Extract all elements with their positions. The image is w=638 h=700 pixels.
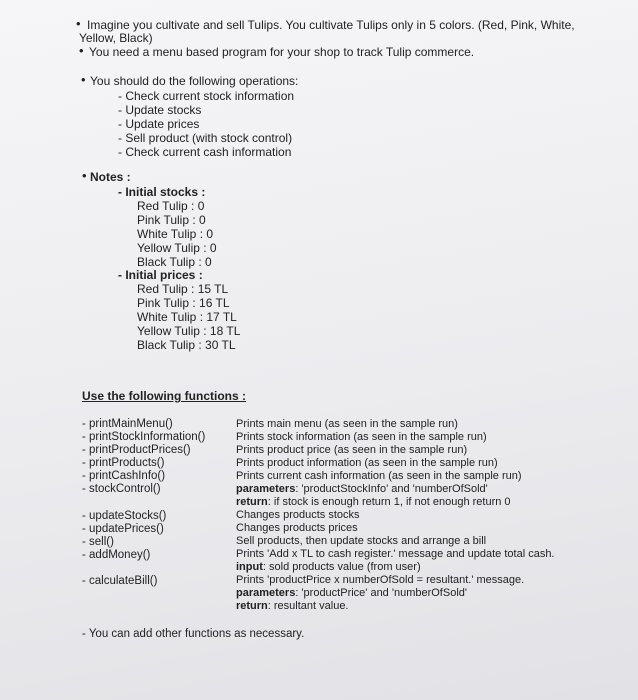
function-description: Sell products, then update stocks and arrange a bill: [236, 535, 487, 547]
bullet-icon: •: [79, 43, 84, 58]
function-description: Prints product price (as seen in the sample run): [236, 444, 468, 456]
function-name: - sell(): [82, 536, 114, 548]
function-name: - stockControl(): [82, 483, 161, 495]
function-name: - printCashInfo(): [82, 470, 166, 482]
function-description-params: [236, 483, 488, 496]
operation-item: - Check current stock information: [118, 89, 295, 103]
params-text: : 'productStockInfo' and 'numberOfSold': [295, 483, 488, 495]
input-text: : sold products value (from user): [262, 561, 421, 573]
initial-prices-heading: - Initial prices :: [118, 268, 203, 282]
function-description: Prints stock information (as seen in the sample run): [236, 431, 487, 443]
operation-item: - Update prices: [118, 117, 200, 131]
functions-heading: Use the following functions :: [82, 389, 246, 403]
return-text: : resultant value.: [267, 600, 349, 612]
function-name: - printStockInformation(): [82, 431, 206, 443]
bullet-icon: •: [82, 168, 87, 183]
operations-heading: You should do the following operations:: [90, 74, 299, 88]
function-description: Changes products stocks: [236, 509, 360, 521]
footer-note: - You can add other functions as necessary.: [82, 628, 305, 640]
function-name: - printProducts(): [82, 457, 165, 469]
intro-line-3: You need a menu based program for your shop to track Tulip commerce.: [89, 45, 475, 59]
price-item: White Tulip : 17 TL: [137, 310, 237, 324]
params-label: parameters: [236, 483, 296, 495]
function-description-return: [236, 600, 349, 613]
price-item: Pink Tulip : 16 TL: [137, 296, 230, 310]
operation-item: - Check current cash information: [118, 145, 292, 159]
params-text: : 'productPrice' and 'numberOfSold': [295, 587, 467, 599]
return-label: return: [236, 600, 268, 612]
function-description: Prints main menu (as seen in the sample run): [236, 418, 458, 430]
function-name: - updateStocks(): [82, 510, 167, 522]
function-name: - updatePrices(): [82, 523, 164, 535]
stock-item: Yellow Tulip : 0: [137, 241, 217, 255]
function-description-params: [236, 587, 467, 600]
return-text: : if stock is enough return 1, if not enough return 0: [267, 496, 511, 508]
stock-item: Black Tulip : 0: [137, 255, 212, 269]
function-description-return: [236, 496, 511, 509]
params-label: parameters: [236, 587, 296, 599]
notes-heading: Notes :: [90, 170, 131, 184]
price-item: Red Tulip : 15 TL: [137, 282, 229, 296]
function-description: Changes products prices: [236, 522, 358, 534]
bullet-icon: •: [76, 16, 81, 31]
intro-line-1: Imagine you cultivate and sell Tulips. You cultivate Tulips only in 5 colors. (Red, Pink, White,: [87, 18, 575, 32]
stock-item: Pink Tulip : 0: [137, 213, 206, 227]
price-item: Black Tulip : 30 TL: [137, 338, 236, 352]
stock-item: Red Tulip : 0: [137, 199, 205, 213]
stock-item: White Tulip : 0: [137, 227, 214, 241]
function-description: Prints 'productPrice x numberOfSold = resultant.' message.: [236, 574, 525, 586]
function-description: Prints current cash information (as seen in the sample run): [236, 470, 522, 482]
intro-line-2: Yellow, Black): [79, 31, 153, 45]
function-name: - addMoney(): [82, 549, 151, 561]
return-label: return: [236, 496, 268, 508]
function-name: - printProductPrices(): [82, 444, 191, 456]
bullet-icon: •: [81, 72, 86, 87]
function-description: Prints 'Add x TL to cash register.' message and update total cash.: [236, 548, 555, 560]
initial-stocks-heading: - Initial stocks :: [118, 185, 206, 199]
function-name: - printMainMenu(): [82, 418, 173, 430]
price-item: Yellow Tulip : 18 TL: [137, 324, 241, 338]
function-description: Prints product information (as seen in the sample run): [236, 457, 498, 469]
operation-item: - Sell product (with stock control): [118, 131, 293, 145]
input-label: input: [236, 561, 263, 573]
function-description-input: [236, 561, 421, 574]
operation-item: - Update stocks: [118, 103, 202, 117]
function-name: - calculateBill(): [82, 575, 158, 587]
